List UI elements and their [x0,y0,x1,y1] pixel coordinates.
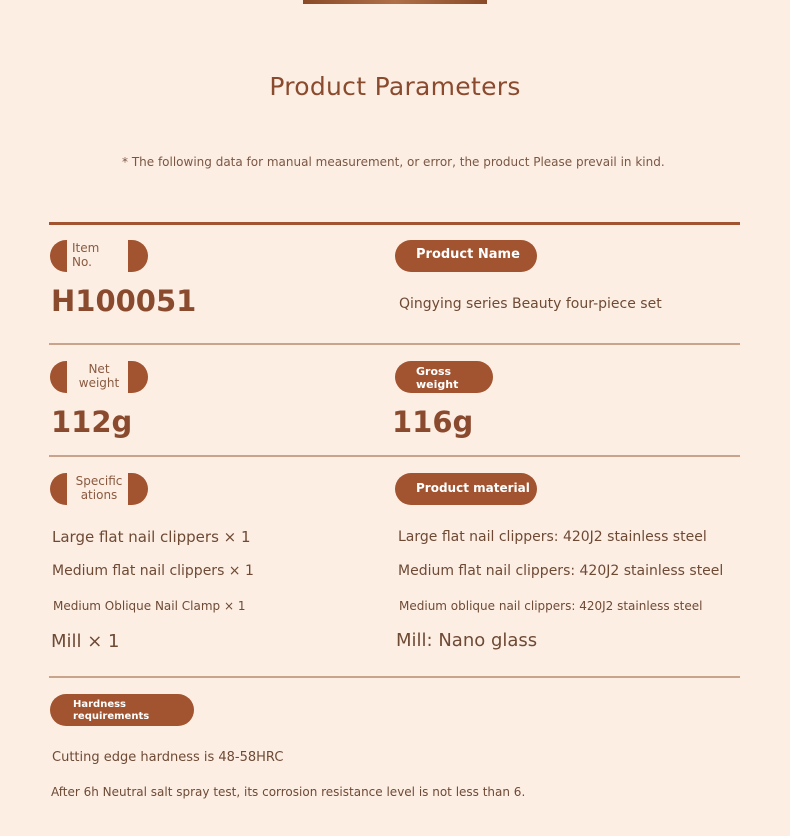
hardness-line: Cutting edge hardness is 48-58HRC [52,750,284,765]
net-weight-value: 112g [51,405,133,439]
divider-2 [49,455,740,457]
spec-item: Medium Oblique Nail Clamp × 1 [53,599,246,613]
label-cap-right [128,240,148,272]
divider-1 [49,343,740,345]
net-weight-label-line2: weight [78,376,120,390]
net-weight-label [50,361,148,393]
item-no-value: H100051 [51,284,197,318]
divider-top [49,222,740,225]
specifications-label [50,473,148,505]
material-item: Mill: Nano glass [396,630,538,651]
spec-item: Large flat nail clippers × 1 [52,528,251,546]
gross-weight-value: 116g [392,405,474,439]
net-weight-label-line1: Net [88,362,110,376]
label-cap-right [128,361,148,393]
label-cap-left [50,361,67,393]
material-item: Large flat nail clippers: 420J2 stainless steel [398,529,707,545]
specifications-label-line1: Specific [75,474,123,488]
product-name-label-text: Product Name [416,247,520,262]
label-cap-left [50,240,67,272]
label-cap-right [128,473,148,505]
product-material-label [395,473,537,505]
gross-weight-label-line2: weight [416,378,459,391]
specifications-label-line2: ations [80,488,118,502]
material-item: Medium flat nail clippers: 420J2 stainless steel [398,563,724,579]
product-name-value: Qingying series Beauty four-piece set [399,296,662,312]
item-no-label [50,240,148,272]
label-cap-left [50,473,67,505]
item-no-label-line1: Item [72,241,100,255]
gross-weight-label-line1: Gross [416,365,452,378]
hardness-line: After 6h Neutral salt spray test, its corrosion resistance level is not less than 6. [51,785,526,799]
product-material-label-text: Product material [416,481,530,495]
hardness-label-line1: Hardness [73,699,127,710]
page-title: Product Parameters [269,72,521,101]
disclaimer-note: * The following data for manual measurement, or error, the product Please prevail in kind. [122,155,665,169]
material-item: Medium oblique nail clippers: 420J2 stainless steel [399,599,703,613]
item-no-label-line2: No. [72,255,92,269]
divider-3 [49,676,740,678]
spec-item: Mill × 1 [51,631,120,652]
hardness-label [50,694,194,726]
top-decor-bar [303,0,487,4]
hardness-label-line2: requirements [73,711,150,722]
product-name-label [395,240,537,272]
spec-item: Medium flat nail clippers × 1 [52,563,254,579]
gross-weight-label [395,361,493,393]
